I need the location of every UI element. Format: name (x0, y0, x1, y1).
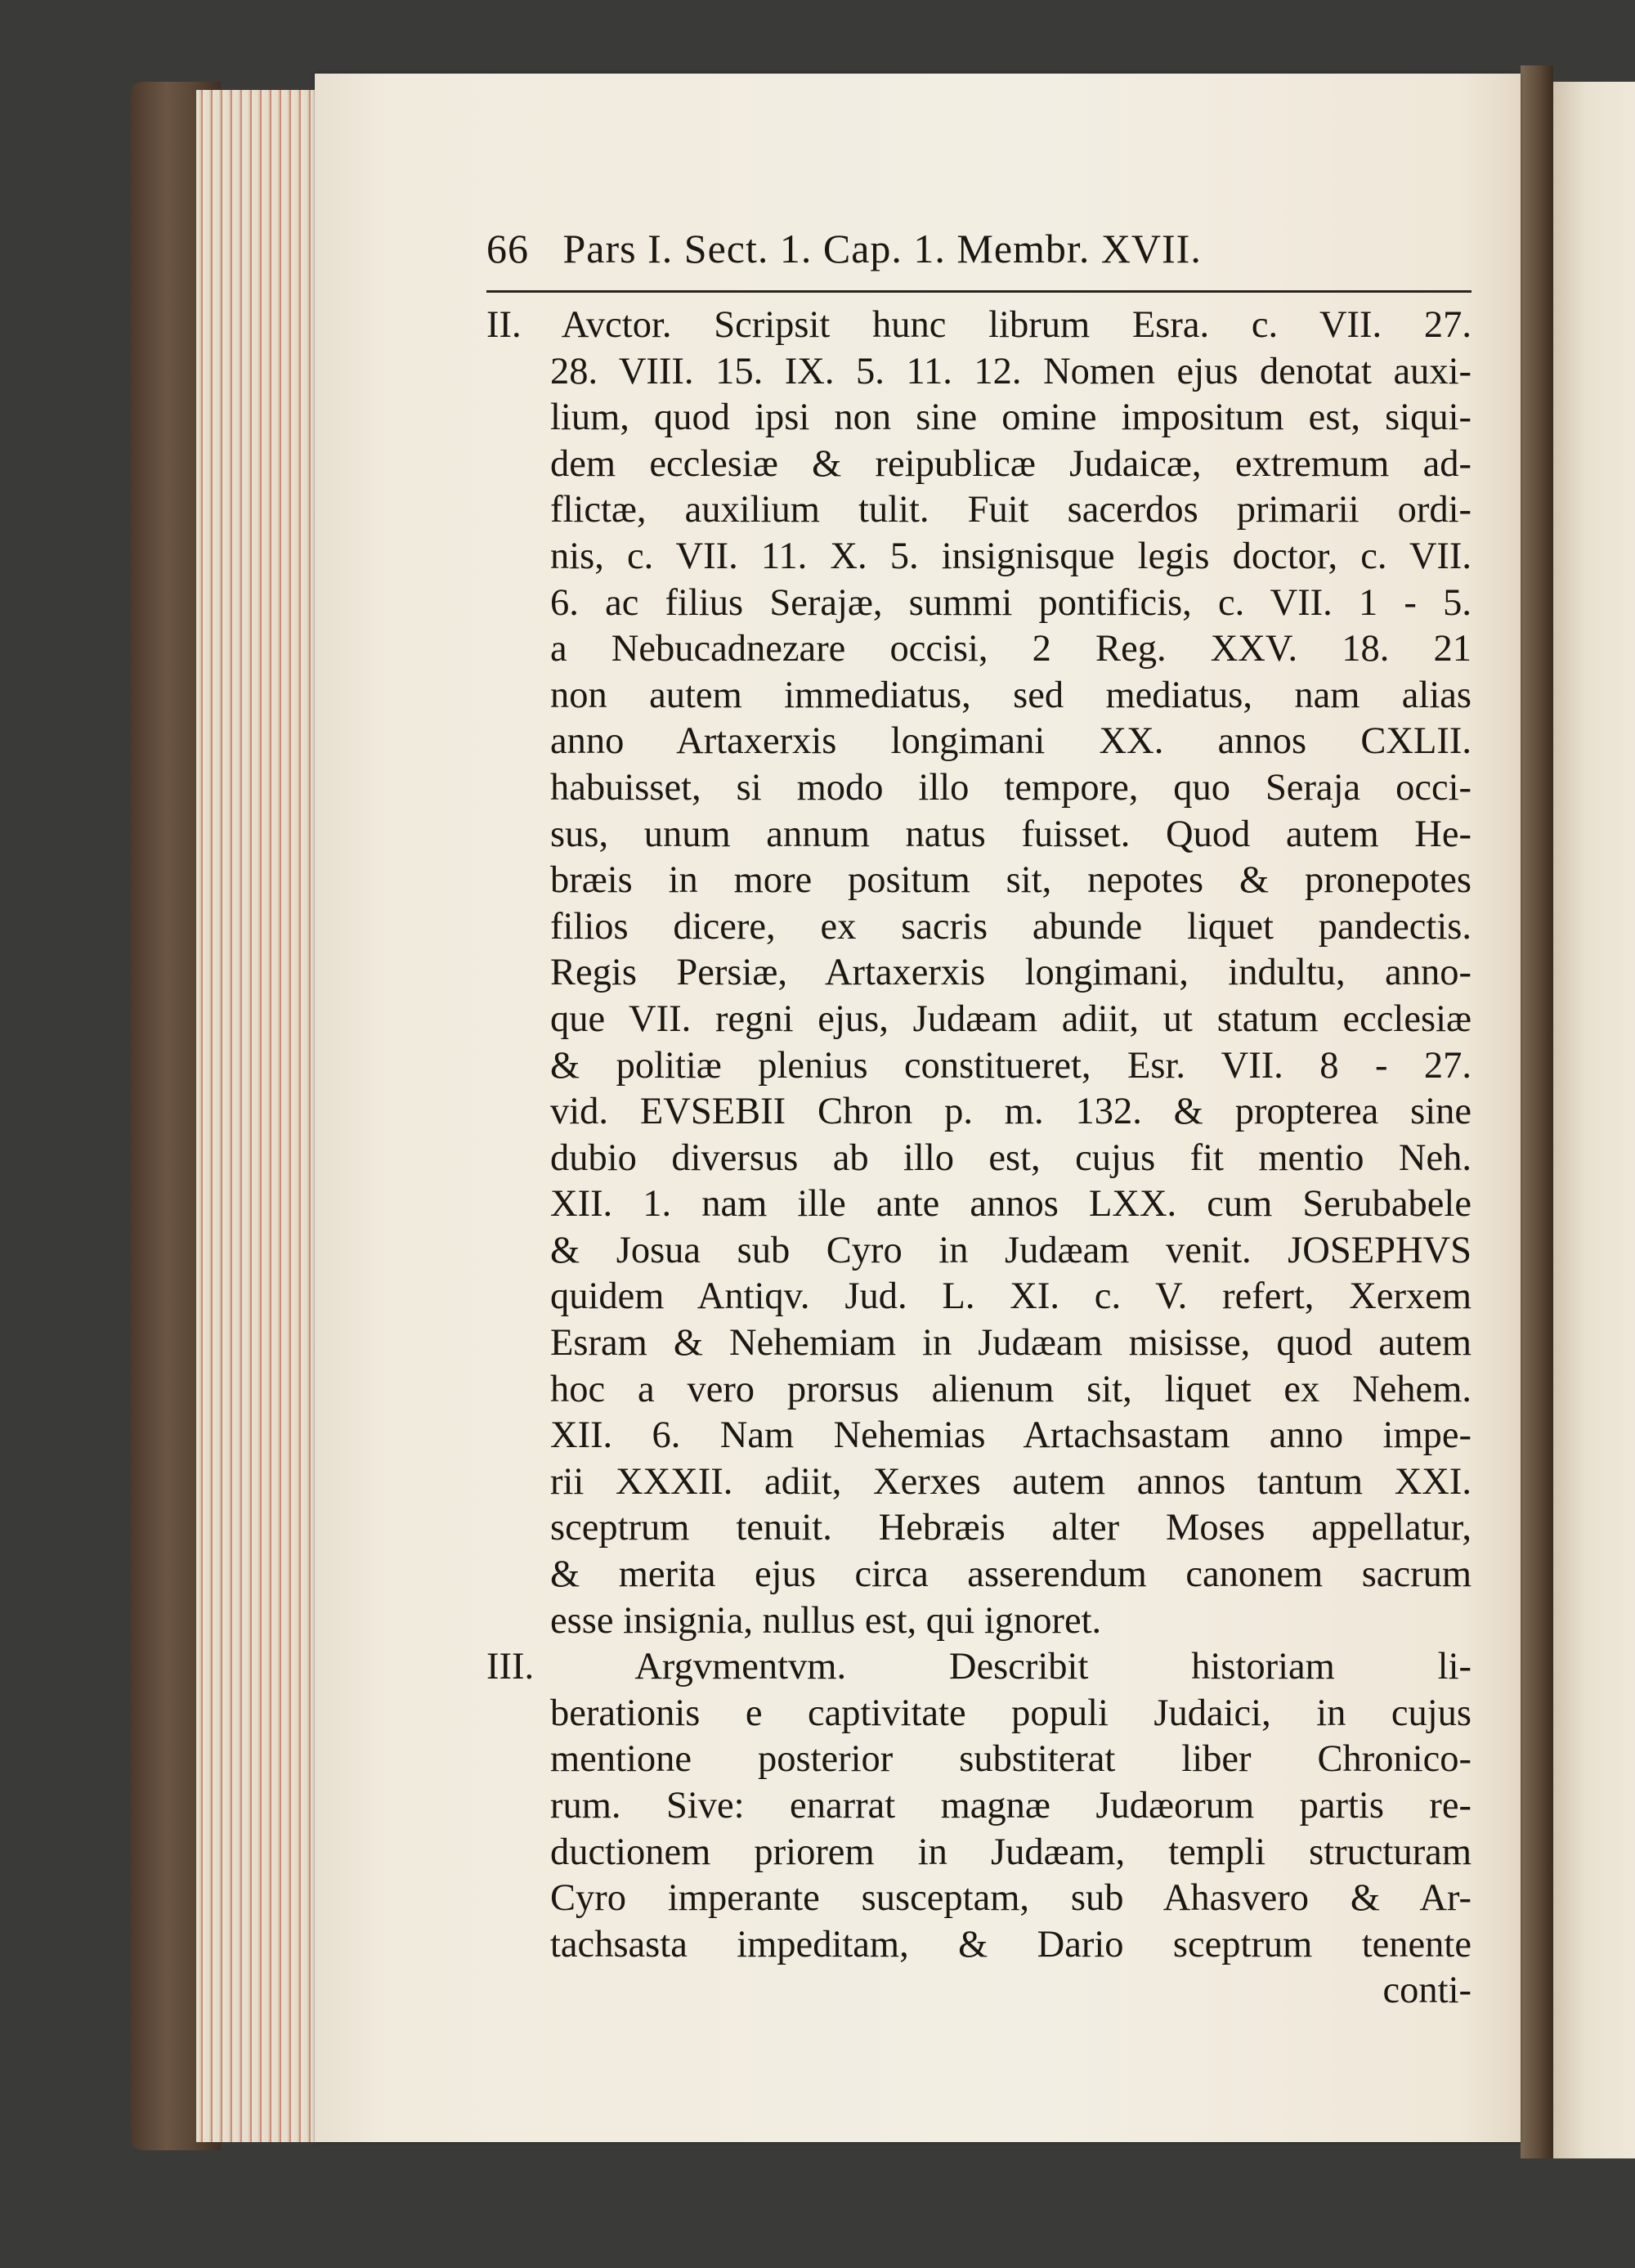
text-line: Esram & Nehemiam in Judæam misisse, quod autem (550, 1322, 1472, 1365)
text-line: dem ecclesiæ & reipublicæ Judaicæ, extremum ad- (550, 442, 1472, 485)
text-line: hoc a vero prorsus alienum sit, liquet ex Nehem. (550, 1368, 1472, 1410)
text-line: berationis e captivitate populi Judaici, in cujus (550, 1692, 1472, 1734)
text-line: dubio diversus ab illo est, cujus fit mentio Neh. (550, 1136, 1472, 1179)
text-line: 28. VIII. 15. IX. 5. 11. 12. Nomen ejus denotat auxi- (550, 350, 1472, 392)
page-number: 66 (486, 226, 529, 271)
text-line: XII. 1. nam ille ante annos LXX. cum Serubabele (550, 1183, 1472, 1226)
text-line: & merita ejus circa asserendum canonem sacrum (550, 1553, 1472, 1596)
facing-page-edge (1553, 82, 1635, 2158)
page-stack-edges (196, 90, 327, 2142)
running-head (486, 225, 1467, 272)
text-line: rum. Sive: enarrat magnæ Judæorum partis re- (550, 1785, 1472, 1827)
text-line: anno Artaxerxis longimani XX. annos CXLII. (550, 720, 1472, 763)
text-line: esse insignia, nullus est, qui ignoret. (550, 1599, 1102, 1642)
text-line: Cyro imperante susceptam, sub Ahasvero & Ar- (550, 1877, 1472, 1920)
text-line: III. Argvmentvm. Describit historiam li- (486, 1646, 1472, 1688)
text-line: que VII. regni ejus, Judæam adiit, ut statum ecclesiæ (550, 997, 1472, 1040)
text-line: rii XXXII. adiit, Xerxes autem annos tantum XXI. (550, 1460, 1472, 1503)
text-line: lium, quod ipsi non sine omine impositum est, siqui- (550, 397, 1472, 439)
text-line: filios dicere, ex sacris abunde liquet pandectis. (550, 905, 1472, 948)
text-line: 6. ac filius Serajæ, summi pontificis, c. VII. 1 - 5. (550, 581, 1472, 624)
text-line: quidem Antiqv. Jud. L. XI. c. V. refert, Xerxem (550, 1275, 1472, 1318)
page-body-text (486, 303, 1472, 2015)
text-line: sus, unum annum natus fuisset. Quod autem He- (550, 813, 1472, 855)
text-line: vid. EVSEBII Chron p. m. 132. & propterea sine (550, 1091, 1472, 1133)
text-line: II. Avctor. Scripsit hunc librum Esra. c. VII. 27. (486, 304, 1472, 346)
text-line: bræis in more positum sit, nepotes & pronepotes (550, 859, 1472, 902)
text-line: & Josua sub Cyro in Judæam venit. JOSEPHVS (550, 1229, 1472, 1271)
text-line: Regis Persiæ, Artaxerxis longimani, indultu, anno- (550, 952, 1472, 994)
text-line: habuisset, si modo illo tempore, quo Seraja occi- (550, 766, 1472, 809)
text-line: & politiæ plenius constitueret, Esr. VII. 8 - 27. (550, 1044, 1472, 1087)
text-line: non autem immediatus, sed mediatus, nam alias (550, 674, 1472, 716)
text-line: tachsasta impeditam, & Dario sceptrum tenente (550, 1923, 1472, 1965)
text-line: XII. 6. Nam Nehemias Artachsastam anno impe- (550, 1414, 1472, 1457)
text-line: mentione posterior substiterat liber Chronico- (550, 1738, 1472, 1781)
text-line: a Nebucadnezare occisi, 2 Reg. XXV. 18. 21 (550, 628, 1472, 670)
gutter-shadow (1521, 65, 1553, 2158)
text-line: ductionem priorem in Judæam, templi structuram (550, 1831, 1472, 1873)
running-head-title: Pars I. Sect. 1. Cap. 1. Membr. XVII. (562, 226, 1202, 271)
text-line: nis, c. VII. 11. X. 5. insignisque legis doctor, c. VII. (550, 535, 1472, 577)
header-rule (486, 290, 1472, 293)
text-line: sceptrum tenuit. Hebræis alter Moses appellatur, (550, 1507, 1472, 1549)
text-line: conti- (1382, 1970, 1472, 2012)
text-line: flictæ, auxilium tulit. Fuit sacerdos primarii ordi- (550, 489, 1472, 531)
